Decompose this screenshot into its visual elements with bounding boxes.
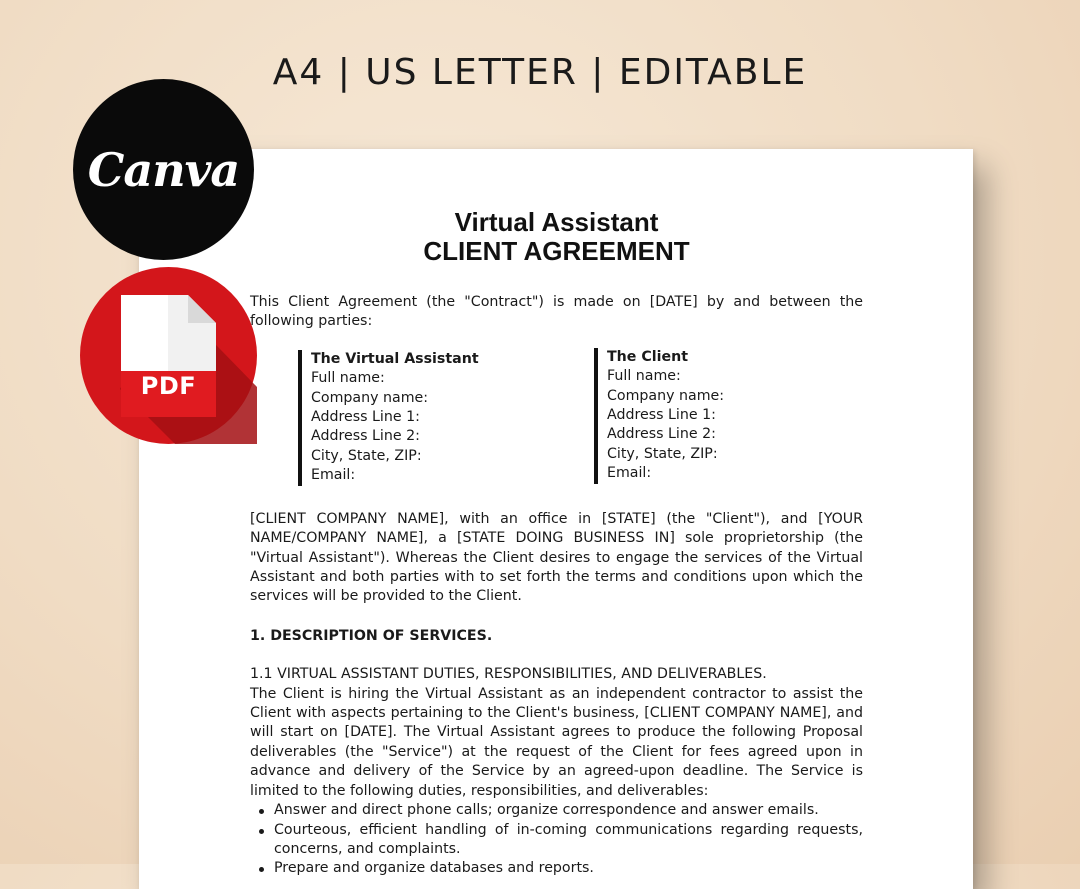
- list-item: Answer and direct phone calls; organize correspondence and answer emails.: [250, 801, 863, 820]
- virtual-assistant-party: [298, 350, 479, 486]
- parties-block: [250, 350, 863, 490]
- party-field: Address Line 1:: [311, 409, 420, 426]
- recital-paragraph: [CLIENT COMPANY NAME], with an office in [STATE] (the "Client"), and [YOUR NAME/COMPANY NAME], a [STATE DOING BUSINESS IN] sole proprietorship (the "Virtual Assistant"). Whereas the Client desires to engage the services of the Virtual Assistant and both parties with to set forth the terms and conditions upon which the services will be provided to the Client.: [250, 510, 863, 605]
- deliverables-list: [250, 801, 863, 879]
- doc-title-line1: Virtual Assistant: [454, 207, 659, 237]
- party-field: Company name:: [311, 389, 429, 406]
- format-headline: A4 | US LETTER | EDITABLE: [272, 52, 808, 93]
- party-field: Address Line 2:: [311, 428, 420, 445]
- client-party: [594, 348, 724, 484]
- pdf-label: PDF: [140, 372, 197, 400]
- intro-paragraph: This Client Agreement (the "Contract") is made on [DATE] by and between the following parties:: [250, 294, 863, 330]
- party-field: Full name:: [607, 368, 681, 385]
- party-field: Full name:: [311, 370, 385, 387]
- party-heading: The Client: [607, 348, 688, 365]
- party-field: City, State, ZIP:: [607, 445, 718, 462]
- section-heading: 1. DESCRIPTION OF SERVICES.: [250, 627, 493, 644]
- party-field: Company name:: [607, 387, 725, 404]
- party-field: Address Line 2:: [607, 426, 716, 443]
- party-field: City, State, ZIP:: [311, 447, 422, 464]
- canva-logo-badge: [73, 79, 254, 260]
- party-field: Email:: [311, 467, 356, 484]
- subsection-body: The Client is hiring the Virtual Assistant as an independent contractor to assist the Client with aspects pertaining to the Client's business, [CLIENT COMPANY NAME], and will start on [DATE]. The Virtual Assistant agrees to produce the following Proposal deliverables (the "Service") at the request of the Client for fees agreed upon in advance and delivery of the Service by an agreed-upon deadline. The Service is limited to the following duties, responsibilities, and deliverables:: [250, 685, 863, 799]
- agreement-content: [250, 208, 863, 879]
- doc-title-line2: CLIENT AGREEMENT: [423, 236, 690, 266]
- pdf-file-badge: [80, 267, 257, 444]
- party-field: Address Line 1:: [607, 407, 716, 424]
- party-field: Email:: [607, 465, 652, 482]
- list-item: Courteous, efficient handling of in-coming communications regarding requests, concerns, and complaints.: [250, 821, 863, 860]
- pdf-file-icon: [80, 267, 257, 444]
- list-item: Prepare and organize databases and reports.: [250, 859, 863, 878]
- canva-logo-icon: Canva: [87, 142, 240, 197]
- subsection-heading: 1.1 VIRTUAL ASSISTANT DUTIES, RESPONSIBILITIES, AND DELIVERABLES.: [250, 666, 767, 683]
- party-heading: The Virtual Assistant: [311, 350, 479, 367]
